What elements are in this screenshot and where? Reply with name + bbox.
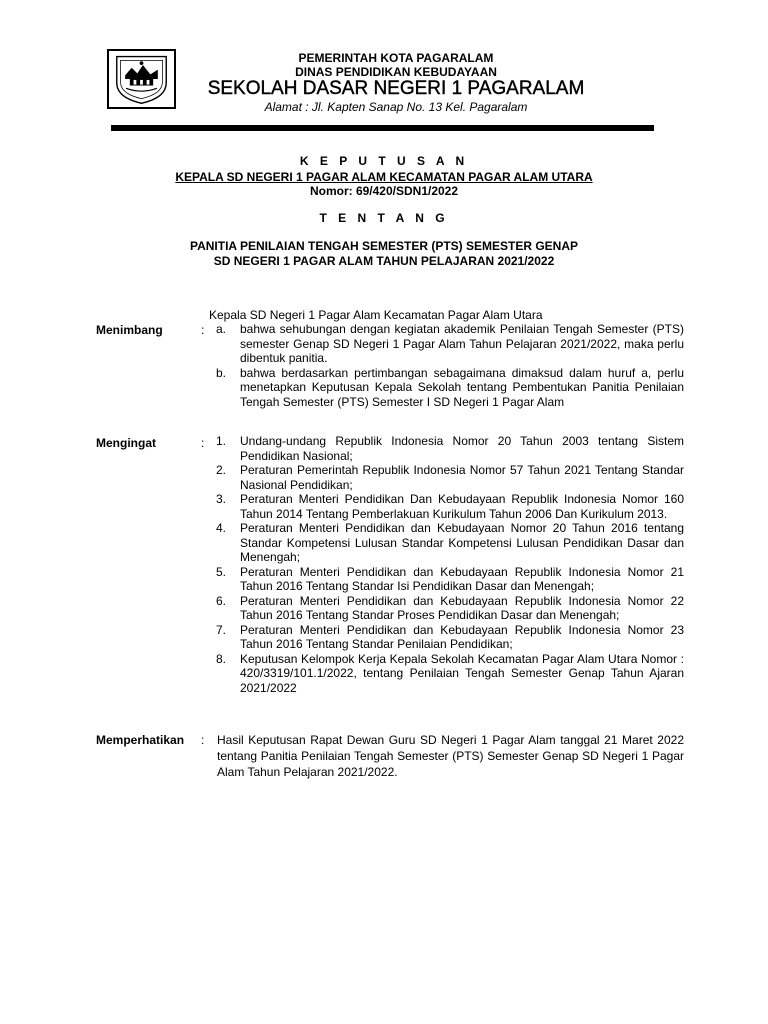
list-text: Peraturan Menteri Pendidikan dan Kebudayaan Republik Indonesia Nomor 22 Tahun 2016 Tentang Standar Proses Pendidikan Dasar dan Menengah;: [240, 593, 684, 622]
menimbang-colon: :: [201, 323, 205, 337]
menimbang-label: Menimbang: [96, 323, 163, 337]
list-item: [216, 652, 684, 696]
letterhead-divider: [111, 125, 654, 131]
decree-number: Nomor: 69/420/SDN1/2022: [309, 184, 459, 198]
list-item: [216, 565, 684, 594]
list-item: [216, 594, 684, 623]
list-text: bahwa sehubungan dengan kegiatan akademik Penilaian Tengah Semester (PTS) semester Genap SD Negeri 1 Pagar Alam Tahun Pelajaran 2021/2022, maka perlu dibentuk panitia.: [240, 322, 684, 365]
list-item: [216, 434, 684, 463]
list-text: bahwa berdasarkan pertimbangan sebagaimana dimaksud dalam huruf a, perlu menetapkan Keputusan Kepala Sekolah tentang Pembentukan Panitia Penilaian Tengah Semester (PTS) Semester I SD Negeri 1 Pagar Alam: [240, 365, 684, 409]
decree-issuer: KEPALA SD NEGERI 1 PAGAR ALAM KECAMATAN PAGAR ALAM UTARA: [175, 170, 593, 184]
mengingat-list: [216, 434, 684, 695]
letterhead-address: Alamat : Jl. Kapten Sanap No. 13 Kel. Pagaralam: [264, 100, 528, 114]
list-item: [216, 322, 684, 366]
decree-intro: Kepala SD Negeri 1 Pagar Alam Kecamatan Pagar Alam Utara: [209, 308, 543, 322]
memperhatikan-colon: :: [201, 733, 205, 747]
mengingat-label: Mengingat: [96, 436, 156, 450]
list-marker: 1.: [216, 434, 227, 448]
mengingat-colon: :: [201, 436, 205, 450]
list-item: [216, 492, 684, 521]
list-marker: 5.: [216, 564, 227, 579]
list-text: Peraturan Menteri Pendidikan dan Kebudayaan Nomor 20 Tahun 2016 tentang Standar Kompetensi Lulusan Standar Kompetensi Lulusan Pendidikan Dasar dan Menengah;: [240, 521, 684, 564]
list-text: Keputusan Kelompok Kerja Kepala Sekolah Kecamatan Pagar Alam Utara Nomor : 420/3319/101.1/2022, tentang Penilaian Tengah Semester Genap Tahun Ajaran 2021/2022: [240, 651, 684, 695]
list-item: [216, 366, 684, 410]
menimbang-list: [216, 322, 684, 409]
list-text: Undang-undang Republik Indonesia Nomor 20 Tahun 2003 tentang Sistem Pendidikan Nasional;: [240, 434, 684, 463]
list-text: Peraturan Menteri Pendidikan dan Kebudayaan Republik Indonesia Nomor 23 Tahun 2016 Tentang Standar Penilaian Pendidikan;: [240, 622, 684, 651]
list-marker: b.: [216, 365, 227, 380]
list-marker: 4.: [216, 521, 227, 535]
decree-about: T E N T A N G: [319, 211, 449, 225]
decree-subject-line2: SD NEGERI 1 PAGAR ALAM TAHUN PELAJARAN 2021/2022: [213, 254, 555, 268]
list-marker: 6.: [216, 593, 227, 608]
list-item: [216, 463, 684, 492]
list-marker: 7.: [216, 622, 227, 637]
memperhatikan-label: Memperhatikan: [96, 733, 185, 747]
letterhead-school-name: SEKOLAH DASAR NEGERI 1 PAGARALAM: [207, 78, 585, 99]
letterhead-department: DINAS PENDIDIKAN KEBUDAYAAN: [295, 65, 497, 79]
list-text: Peraturan Menteri Pendidikan dan Kebudayaan Republik Indonesia Nomor 21 Tahun 2016 Tentang Standar Isi Pendidikan Dasar dan Menengah;: [240, 564, 684, 593]
letterhead-government: PEMERINTAH KOTA PAGARALAM: [298, 51, 494, 65]
list-marker: 8.: [216, 651, 227, 666]
list-text: Peraturan Pemerintah Republik Indonesia Nomor 57 Tahun 2021 Tentang Standar Nasional Pendidikan;: [240, 463, 684, 492]
memperhatikan-text: Hasil Keputusan Rapat Dewan Guru SD Negeri 1 Pagar Alam tanggal 21 Maret 2022 tentang Panitia Penilaian Tengah Semester (PTS) Semester Genap SD Negeri 1 Pagar Alam Tahun Pelajaran 2021/2022.: [217, 733, 684, 779]
list-text: Peraturan Menteri Pendidikan Dan Kebudayaan Republik Indonesia Nomor 160 Tahun 2014 Tentang Pemberlakuan Kurikulum Tahun 2006 Dan Kurikulum 2013.: [240, 492, 684, 521]
list-item: [216, 521, 684, 565]
decree-title: K E P U T U S A N: [299, 154, 469, 168]
list-marker: 3.: [216, 492, 227, 506]
list-marker: a.: [216, 322, 227, 336]
decree-subject-line1: PANITIA PENILAIAN TENGAH SEMESTER (PTS) SEMESTER GENAP: [189, 239, 579, 253]
list-item: [216, 623, 684, 652]
list-marker: 2.: [216, 463, 227, 477]
